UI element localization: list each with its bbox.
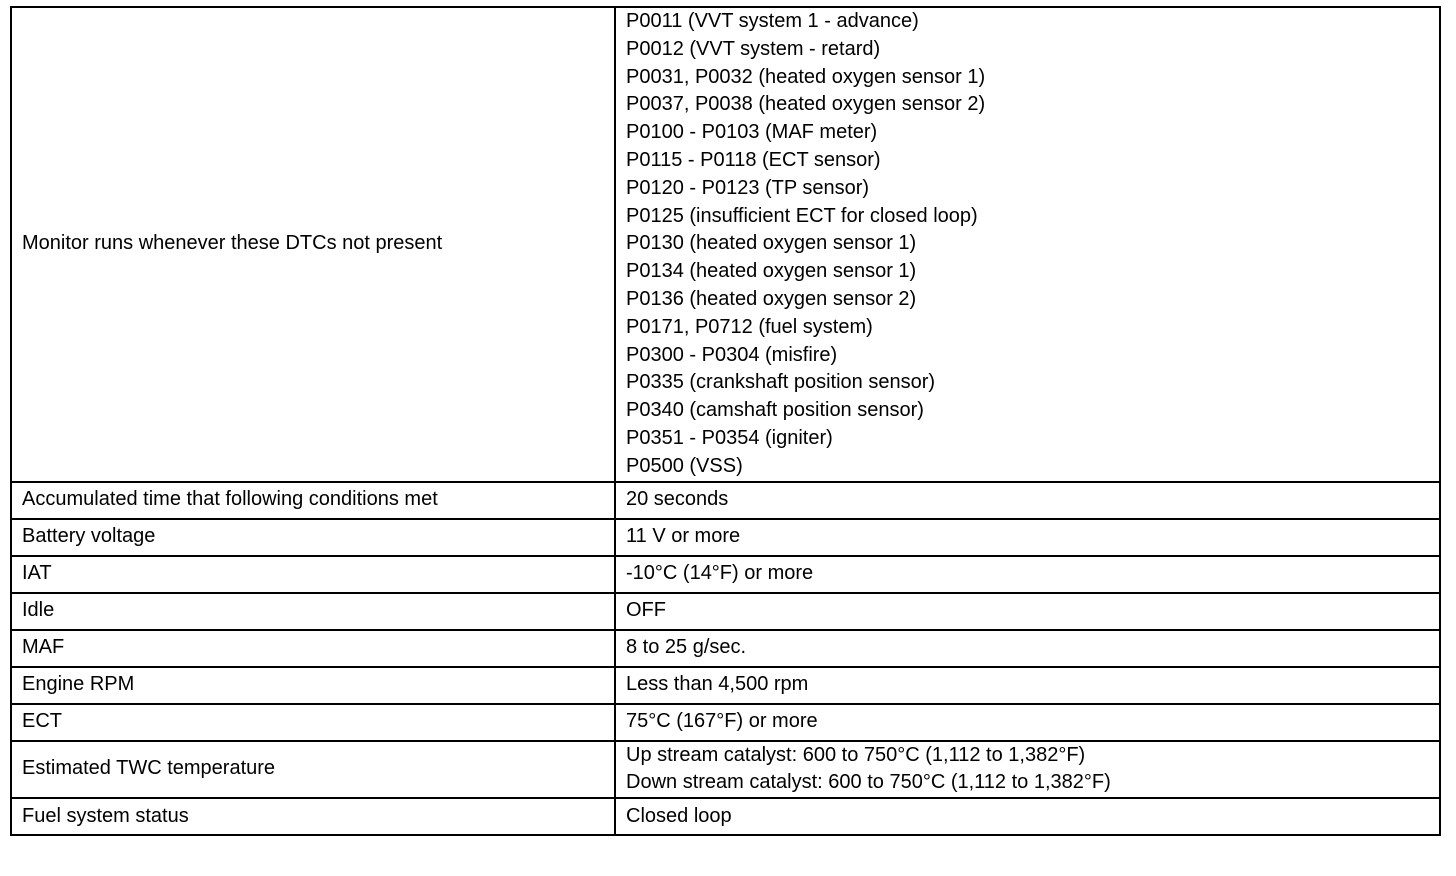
value-cell	[615, 593, 1440, 630]
condition-cell: Fuel system status	[11, 798, 615, 835]
value-line: P0130 (heated oxygen sensor 1)	[626, 232, 917, 255]
value-line: P0100 - P0103 (MAF meter)	[626, 121, 878, 144]
value-line: P0115 - P0118 (ECT sensor)	[626, 148, 881, 171]
table-row	[11, 556, 1440, 593]
value-line: Closed loop	[626, 804, 732, 827]
value-cell	[615, 798, 1440, 835]
condition-cell: Idle	[11, 593, 615, 630]
value-cell	[615, 667, 1440, 704]
condition-cell: ECT	[11, 704, 615, 741]
value-line: 20 seconds	[626, 488, 729, 511]
condition-cell: Engine RPM	[11, 667, 615, 704]
value-line: P0300 - P0304 (misfire)	[626, 343, 838, 366]
table-row	[11, 798, 1440, 835]
value-line: P0134 (heated oxygen sensor 1)	[626, 260, 917, 283]
value-line: P0031, P0032 (heated oxygen sensor 1)	[626, 65, 986, 88]
value-line: 75°C (167°F) or more	[626, 710, 818, 733]
table-row	[11, 741, 1440, 799]
value-line: P0012 (VVT system - retard)	[626, 37, 881, 60]
condition-cell: Estimated TWC temperature	[11, 741, 615, 799]
value-line: P0120 - P0123 (TP sensor)	[626, 176, 870, 199]
value-line: -10°C (14°F) or more	[626, 562, 814, 585]
table-row	[11, 667, 1440, 704]
value-line: P0500 (VSS)	[626, 454, 743, 477]
value-line: P0351 - P0354 (igniter)	[626, 426, 833, 449]
value-cell	[615, 7, 1440, 482]
table-row	[11, 630, 1440, 667]
value-line: OFF	[626, 599, 666, 622]
value-line: P0037, P0038 (heated oxygen sensor 2)	[626, 93, 986, 116]
value-line: Down stream catalyst: 600 to 750°C (1,112 to 1,382°F)	[626, 771, 1111, 794]
value-line: P0125 (insufficient ECT for closed loop)	[626, 204, 978, 227]
table-body	[11, 7, 1440, 835]
value-line: Less than 4,500 rpm	[626, 673, 809, 696]
value-line: P0011 (VVT system 1 - advance)	[626, 10, 919, 32]
value-line: P0171, P0712 (fuel system)	[626, 315, 873, 338]
value-line: P0340 (camshaft position sensor)	[626, 399, 924, 422]
value-cell	[615, 556, 1440, 593]
table-row	[11, 704, 1440, 741]
value-line: 8 to 25 g/sec.	[626, 636, 747, 659]
table-row	[11, 593, 1440, 630]
value-cell	[615, 741, 1440, 799]
value-cell	[615, 704, 1440, 741]
condition-cell: IAT	[11, 556, 615, 593]
condition-cell: Accumulated time that following conditions met	[11, 482, 615, 519]
value-line: 11 V or more	[626, 525, 741, 548]
table-row	[11, 482, 1440, 519]
value-cell	[615, 630, 1440, 667]
condition-cell: Monitor runs whenever these DTCs not present	[11, 7, 615, 482]
monitor-conditions-table	[10, 6, 1441, 836]
value-cell	[615, 519, 1440, 556]
value-line: P0136 (heated oxygen sensor 2)	[626, 287, 917, 310]
condition-cell: MAF	[11, 630, 615, 667]
value-line: Up stream catalyst: 600 to 750°C (1,112 to 1,382°F)	[626, 743, 1086, 766]
value-cell	[615, 482, 1440, 519]
table-row	[11, 519, 1440, 556]
table-row	[11, 7, 1440, 482]
condition-cell: Battery voltage	[11, 519, 615, 556]
value-line: P0335 (crankshaft position sensor)	[626, 371, 936, 394]
